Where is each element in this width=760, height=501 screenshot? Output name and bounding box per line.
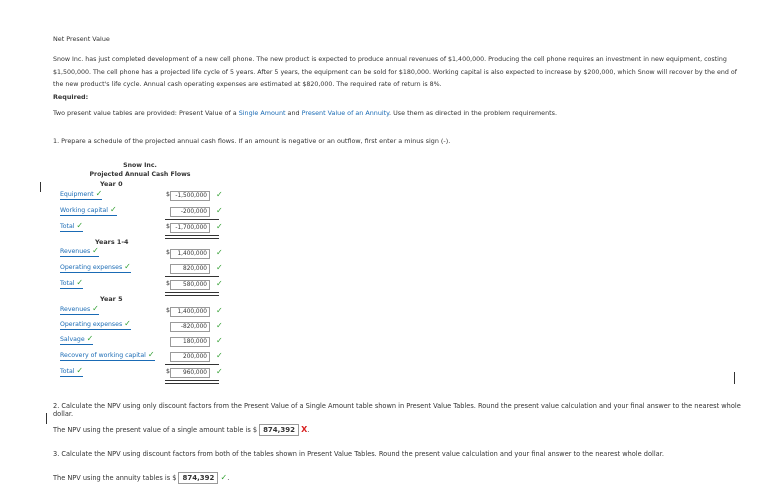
row-label-operating-expenses[interactable] [60, 321, 131, 330]
check-icon: ✓ [124, 319, 131, 328]
text-cursor [734, 372, 735, 384]
check-icon: ✓ [216, 367, 223, 376]
npv-single-suffix: . [307, 426, 310, 434]
subtotal-line [165, 276, 219, 277]
row-label-text: Revenues [60, 248, 91, 255]
amount-input[interactable]: -820,000 [170, 322, 210, 332]
total-double-line [165, 235, 219, 239]
dollar-sign: $ [166, 307, 170, 314]
amount-input[interactable]: -200,000 [170, 207, 210, 217]
check-icon: ✓ [109, 205, 117, 214]
provided-mid: and [285, 109, 302, 117]
row-label-revenues[interactable] [60, 248, 99, 257]
check-icon: ✓ [216, 248, 223, 257]
check-icon: ✓ [216, 190, 223, 199]
npv-single-amount-line [53, 424, 309, 436]
check-icon: ✓ [76, 278, 84, 287]
check-icon: ✓ [220, 473, 228, 482]
check-icon: ✓ [216, 206, 223, 215]
npv-single-input[interactable]: 874,392 [259, 424, 299, 436]
check-icon: ✓ [216, 321, 223, 330]
npv-annuity-input[interactable]: 874,392 [178, 472, 218, 484]
row-label-text: Recovery of working capital [60, 352, 146, 359]
row-label-equipment[interactable] [60, 191, 102, 200]
dollar-sign: $ [166, 249, 170, 256]
section-heading: Year 5 [100, 295, 123, 303]
question-1-text: 1. Prepare a schedule of the projected annual cash flows. If an amount is negative or an outflow, first enter a minus sign (-). [53, 137, 451, 145]
row-label-text: Salvage [60, 336, 85, 343]
row-label-total[interactable] [60, 280, 83, 289]
section-heading: Year 0 [100, 180, 123, 188]
row-label-text: Total [60, 223, 75, 230]
tables-provided-text [53, 110, 557, 118]
dollar-sign: $ [166, 280, 170, 287]
check-icon: ✓ [92, 304, 99, 313]
amount-input[interactable]: 1,400,000 [170, 249, 210, 259]
check-icon: ✓ [92, 246, 99, 255]
required-heading: Required: [53, 93, 89, 101]
dollar-sign: $ [166, 223, 170, 230]
annuity-link[interactable]: Present Value of an Annuity [301, 109, 390, 117]
npv-annuity-suffix: . [227, 474, 230, 482]
problem-paragraph: Snow Inc. has just completed development of a new cell phone. The new product is expected to produce annual revenues of $1,400,000. Producing the cell phone requires an investment in new equipment, costing $1,500,000. The cell phone has a projected life cycle of 5 years. After 5 years, the equipment can be sold for $180,000. Working capital is also expected to increase by $200,000, which Snow will recover by the end of the new product's life cycle. Annual cash operating expenses are estimated at $820,000. The required rate of return is 8%. [53, 56, 737, 89]
total-double-line [165, 380, 219, 384]
incorrect-icon: X [301, 425, 308, 434]
section-heading: Years 1-4 [95, 238, 129, 246]
total-input[interactable]: 580,000 [170, 280, 210, 290]
row-label-text: Revenues [60, 306, 91, 313]
provided-suffix: . Use them as directed in the problem requirements. [389, 109, 558, 117]
check-icon: ✓ [95, 189, 103, 198]
amount-input[interactable]: 180,000 [170, 337, 210, 347]
row-label-text: Operating expenses [60, 264, 123, 271]
check-icon: ✓ [76, 221, 84, 230]
company-name: Snow Inc. [123, 162, 157, 169]
dollar-sign: $ [166, 368, 170, 375]
amount-input[interactable]: -1,500,000 [170, 191, 210, 201]
check-icon: ✓ [216, 351, 223, 360]
text-cursor [40, 182, 41, 192]
npv-annuity-prefix: The NPV using the annuity tables is $ [53, 474, 177, 482]
check-icon: ✓ [216, 263, 223, 272]
row-label-text: Operating expenses [60, 321, 123, 328]
check-icon: ✓ [86, 334, 94, 343]
single-amount-link[interactable]: Single Amount [238, 109, 286, 117]
provided-prefix: Two present value tables are provided: Present Value of a [53, 109, 239, 117]
check-icon: ✓ [216, 222, 223, 231]
row-label-recovery-working-capital[interactable] [60, 352, 155, 361]
row-label-text: Equipment [60, 191, 94, 198]
page-title: Net Present Value [53, 35, 110, 43]
question-3-text: 3. Calculate the NPV using discount factors from both of the tables shown in Present Value Tables. Round the present value calculation and your final answer to the nearest whole dollar. [53, 450, 664, 458]
amount-input[interactable]: 1,400,000 [170, 307, 210, 317]
amount-input[interactable]: 200,000 [170, 352, 210, 362]
schedule-title: Projected Annual Cash Flows [89, 171, 191, 178]
total-input[interactable]: -1,700,000 [170, 223, 210, 233]
row-label-total[interactable] [60, 368, 83, 377]
row-label-text: Total [60, 368, 75, 375]
total-input[interactable]: 960,000 [170, 368, 210, 378]
npv-single-prefix: The NPV using the present value of a single amount table is $ [53, 426, 258, 434]
check-icon: ✓ [216, 306, 223, 315]
row-label-total[interactable] [60, 223, 83, 232]
subtotal-line [165, 364, 219, 365]
row-label-revenues[interactable] [60, 306, 99, 315]
question-2-text: 2. Calculate the NPV using only discount factors from the Present Value of a Single Amount table shown in Present Value Tables. Round the present value calculation and your final answer to the nearest whole dollar. [53, 402, 741, 418]
row-label-text: Working capital [60, 207, 108, 214]
total-double-line [165, 292, 219, 296]
check-icon: ✓ [147, 350, 155, 359]
check-icon: ✓ [216, 336, 223, 345]
subtotal-line [165, 219, 219, 220]
amount-input[interactable]: 820,000 [170, 264, 210, 274]
check-icon: ✓ [124, 262, 131, 271]
row-label-operating-expenses[interactable] [60, 264, 131, 273]
npv-annuity-line [53, 472, 229, 484]
row-label-text: Total [60, 280, 75, 287]
row-label-salvage[interactable] [60, 336, 93, 345]
row-label-working-capital[interactable] [60, 207, 117, 216]
check-icon: ✓ [76, 366, 84, 375]
text-cursor [46, 413, 47, 424]
dollar-sign: $ [166, 191, 170, 198]
check-icon: ✓ [216, 279, 223, 288]
